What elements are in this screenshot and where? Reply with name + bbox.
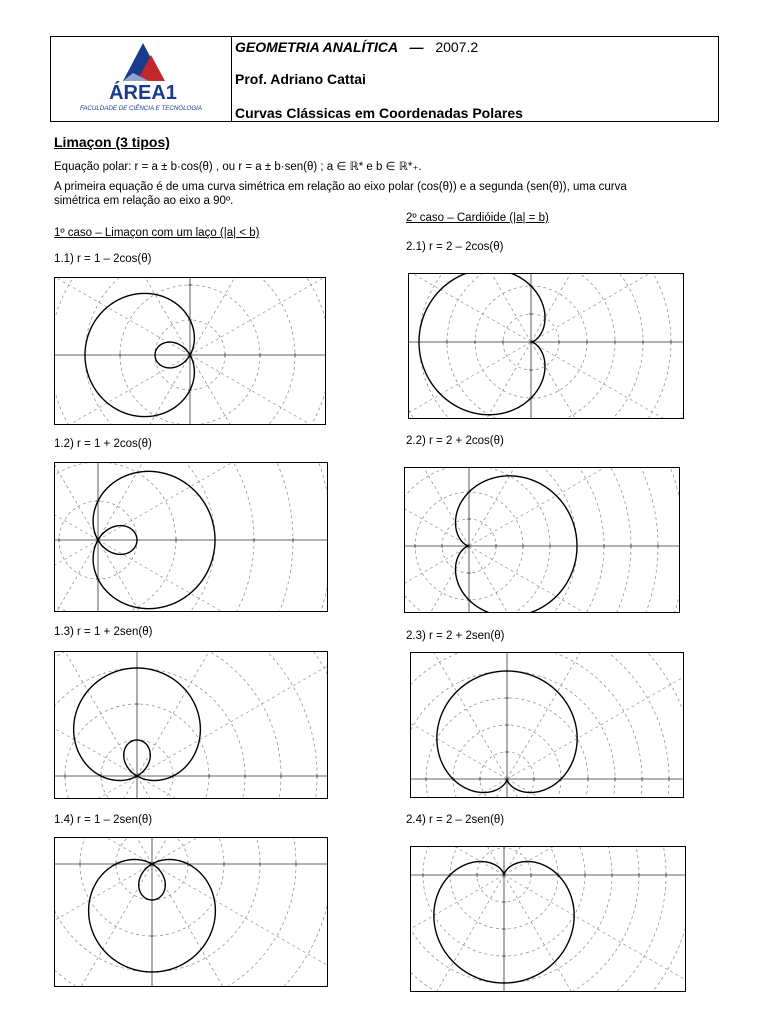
grid-circle xyxy=(405,468,631,612)
grid-ray xyxy=(55,355,190,424)
polar-plot-2-3 xyxy=(410,652,684,798)
polar-plot-1-2 xyxy=(54,462,328,612)
grid-ray xyxy=(55,540,98,611)
grid-circle xyxy=(405,468,577,612)
limacon-curve xyxy=(419,274,545,415)
case-1-title: 1º caso – Limaçon com um laço (|a| < b) xyxy=(54,227,260,239)
grid-ray xyxy=(531,342,683,418)
grid-ray xyxy=(137,652,327,776)
plot-caption-1-4: 1.4) r = 1 – 2sen(θ) xyxy=(54,814,153,826)
professor-name: Prof. Adriano Cattai xyxy=(235,71,366,87)
polar-plot-2-4 xyxy=(410,846,686,992)
grid-ray xyxy=(531,274,683,342)
grid-circle xyxy=(405,468,679,612)
grid-ray xyxy=(190,278,325,355)
topic-title: Curvas Clássicas em Coordenadas Polares xyxy=(235,105,523,121)
grid-circle xyxy=(55,463,293,611)
section-title: Limaçon (3 tipos) xyxy=(54,134,170,150)
grid-circle xyxy=(411,671,615,797)
grid-ray xyxy=(504,875,685,991)
grid-ray xyxy=(531,274,683,342)
grid-ray xyxy=(504,875,685,991)
plot-canvas xyxy=(55,652,327,798)
plot-caption-1-1: 1.1) r = 1 – 2cos(θ) xyxy=(54,253,152,265)
grid-circle xyxy=(55,838,327,986)
grid-ray xyxy=(55,278,190,355)
plot-caption-2-2: 2.2) r = 2 + 2cos(θ) xyxy=(406,435,504,447)
grid-ray xyxy=(507,779,683,797)
logo-text: ÁREA1 xyxy=(109,82,177,104)
grid-circle xyxy=(409,274,683,418)
grid-circle xyxy=(409,274,683,418)
polar-plot-1-4 xyxy=(54,837,328,987)
grid-circle xyxy=(411,653,683,797)
grid-circle xyxy=(55,463,176,611)
logo-triangle-icon xyxy=(51,37,231,121)
course-semester: 2007.2 xyxy=(435,39,479,55)
grid-ray xyxy=(411,847,504,875)
grid-circle xyxy=(55,668,245,798)
grid-ray xyxy=(469,468,679,546)
grid-circle xyxy=(405,468,550,612)
grid-circle xyxy=(55,463,254,611)
plot-canvas xyxy=(409,274,683,418)
plot-caption-2-3: 2.3) r = 2 + 2sen(θ) xyxy=(406,630,505,642)
grid-ray xyxy=(405,546,469,612)
grid-ray xyxy=(55,864,152,986)
plot-caption-1-3: 1.3) r = 1 + 2sen(θ) xyxy=(54,626,153,638)
plot-canvas xyxy=(411,847,685,991)
grid-ray xyxy=(55,278,190,355)
polar-plot-1-3 xyxy=(54,651,328,799)
grid-ray xyxy=(411,779,507,797)
grid-circle xyxy=(411,847,612,983)
grid-ray xyxy=(152,864,327,986)
plot-canvas xyxy=(55,463,327,611)
grid-circle xyxy=(55,838,327,986)
grid-ray xyxy=(55,463,98,540)
grid-ray xyxy=(409,342,531,418)
grid-ray xyxy=(190,278,325,355)
logo xyxy=(51,37,232,121)
polar-plot-2-1 xyxy=(408,273,684,419)
grid-ray xyxy=(507,653,683,779)
paragraph-line-2: simétrica em relação ao eixo a 90º. xyxy=(54,195,234,207)
grid-ray xyxy=(411,847,504,875)
grid-ray xyxy=(469,468,679,546)
grid-circle xyxy=(55,838,260,972)
grid-ray xyxy=(152,864,327,986)
grid-circle xyxy=(409,274,671,418)
grid-ray xyxy=(55,652,137,776)
grid-circle xyxy=(55,838,327,986)
plot-canvas xyxy=(405,468,679,612)
course-dash: — xyxy=(409,39,424,55)
paragraph-line-1: A primeira equação é de uma curva simétrica em relação ao eixo polar (cos(θ)) e a segunda (sen(θ)), uma curva xyxy=(54,181,627,193)
case-2-title: 2º caso – Cardióide (|a| = b) xyxy=(406,212,549,224)
grid-ray xyxy=(137,652,327,776)
plot-caption-1-2: 1.2) r = 1 + 2cos(θ) xyxy=(54,438,152,450)
polar-plot-2-2 xyxy=(404,467,680,613)
polar-plot-1-1 xyxy=(54,277,326,425)
grid-ray xyxy=(405,546,469,612)
grid-circle xyxy=(55,838,327,986)
plot-caption-2-4: 2.4) r = 2 – 2sen(θ) xyxy=(406,814,505,826)
grid-circle xyxy=(411,653,642,797)
header-box xyxy=(50,36,719,122)
grid-ray xyxy=(469,546,679,612)
plot-canvas xyxy=(411,653,683,797)
equation-line: Equação polar: r = a ± b·cos(θ) , ou r = a ± b·sen(θ) ; a ∈ ℝ* e b ∈ ℝ*₊. xyxy=(54,161,422,173)
plot-canvas xyxy=(55,278,325,424)
limacon-curve xyxy=(456,476,578,612)
grid-ray xyxy=(531,342,683,418)
grid-ray xyxy=(469,546,679,612)
plot-canvas xyxy=(55,838,327,986)
grid-ray xyxy=(411,779,507,797)
grid-ray xyxy=(55,864,152,986)
grid-circle xyxy=(405,468,604,612)
logo-subtitle: FACULDADE DE CIÊNCIA E TECNOLOGIA xyxy=(79,105,203,112)
grid-circle xyxy=(411,847,639,991)
grid-circle xyxy=(409,274,683,418)
grid-ray xyxy=(190,355,325,424)
grid-ray xyxy=(190,355,325,424)
grid-ray xyxy=(507,653,683,779)
plot-caption-2-1: 2.1) r = 2 – 2cos(θ) xyxy=(406,241,504,253)
grid-circle xyxy=(55,463,215,611)
grid-ray xyxy=(55,355,190,424)
grid-ray xyxy=(409,342,531,418)
course-title xyxy=(235,39,478,55)
grid-ray xyxy=(55,652,137,776)
grid-circle xyxy=(411,653,683,797)
course-name: GEOMETRIA ANALÍTICA xyxy=(235,39,398,55)
